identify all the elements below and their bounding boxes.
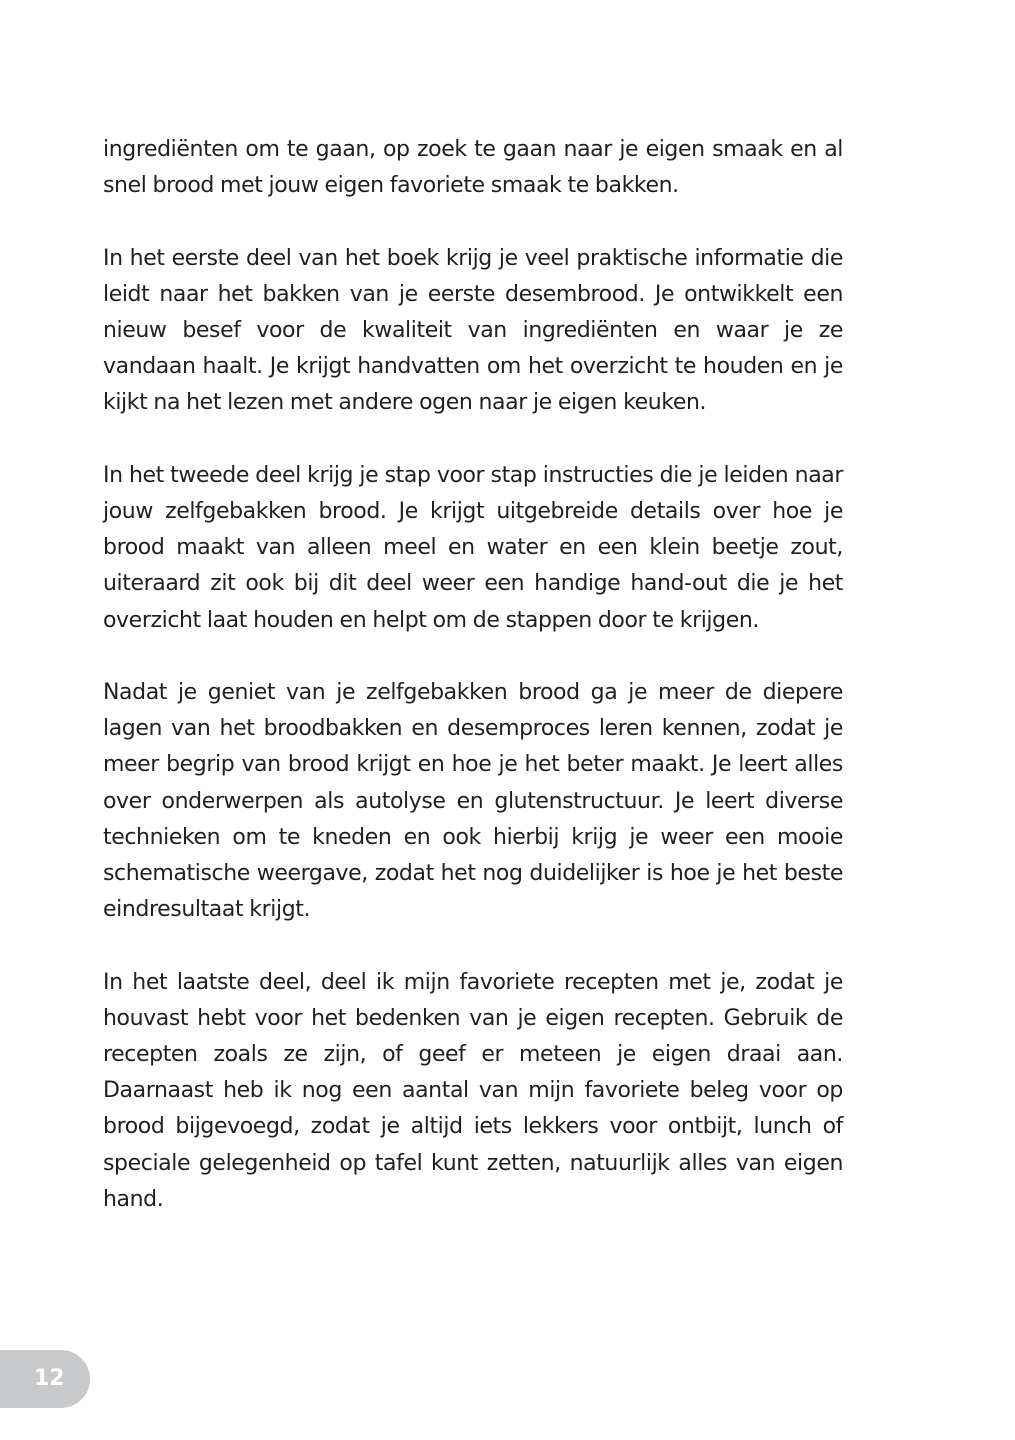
paragraph-3: In het tweede deel krijg je stap voor stap instructies die je leiden naar jouw zelfgebakken brood. Je krijgt uitgebreide details over hoe je brood maakt van alleen meel en water en een klein beetje zout, uiteraard zit ook bij dit deel weer een handige hand-out die je het overzicht laat houden en helpt om de stappen door te krijgen. <box>103 462 843 633</box>
paragraph-2: In het eerste deel van het boek krijg je veel praktische informatie die leidt naar het bakken van je eerste desembrood. Je ontwikkelt een nieuw besef voor de kwaliteit van ingrediënten en waar je ze vandaan haalt. Je krijgt handvatten om het overzicht te houden en je kijkt na het lezen met andere ogen naar je eigen keuken. <box>103 245 843 416</box>
page-number: 12 <box>34 1366 65 1391</box>
paragraph-1: ingrediënten om te gaan, op zoek te gaan naar je eigen smaak en al snel brood met jouw eigen favoriete smaak te bakken. <box>103 137 843 199</box>
paragraph-4: Nadat je geniet van je zelfgebakken brood ga je meer de diepere lagen van het broodbakken en desemproces leren kennen, zodat je meer begrip van brood krijgt en hoe je het beter maakt. Je leert alles over onderwerpen als autolyse en glutenstructuur. Je leert diverse technieken om te kneden en ook hierbij krijg je weer een mooie schematische weergave, zodat het nog duidelijker is hoe je het beste eindresultaat krijgt. <box>103 680 843 923</box>
paragraph-5: In het laatste deel, deel ik mijn favoriete recepten met je, zodat je houvast hebt voor het bedenken van je eigen recepten. Gebruik de recepten zoals ze zijn, of geef er meteen je eigen draai aan. Daarnaast heb ik nog een aantal van mijn favoriete beleg voor op brood bijgevoegd, zodat je altijd iets lekkers voor ontbijt, lunch of speciale gelegenheid op tafel kunt zetten, natuurlijk alles van eigen hand. <box>103 969 843 1212</box>
body-text <box>103 132 843 1254</box>
